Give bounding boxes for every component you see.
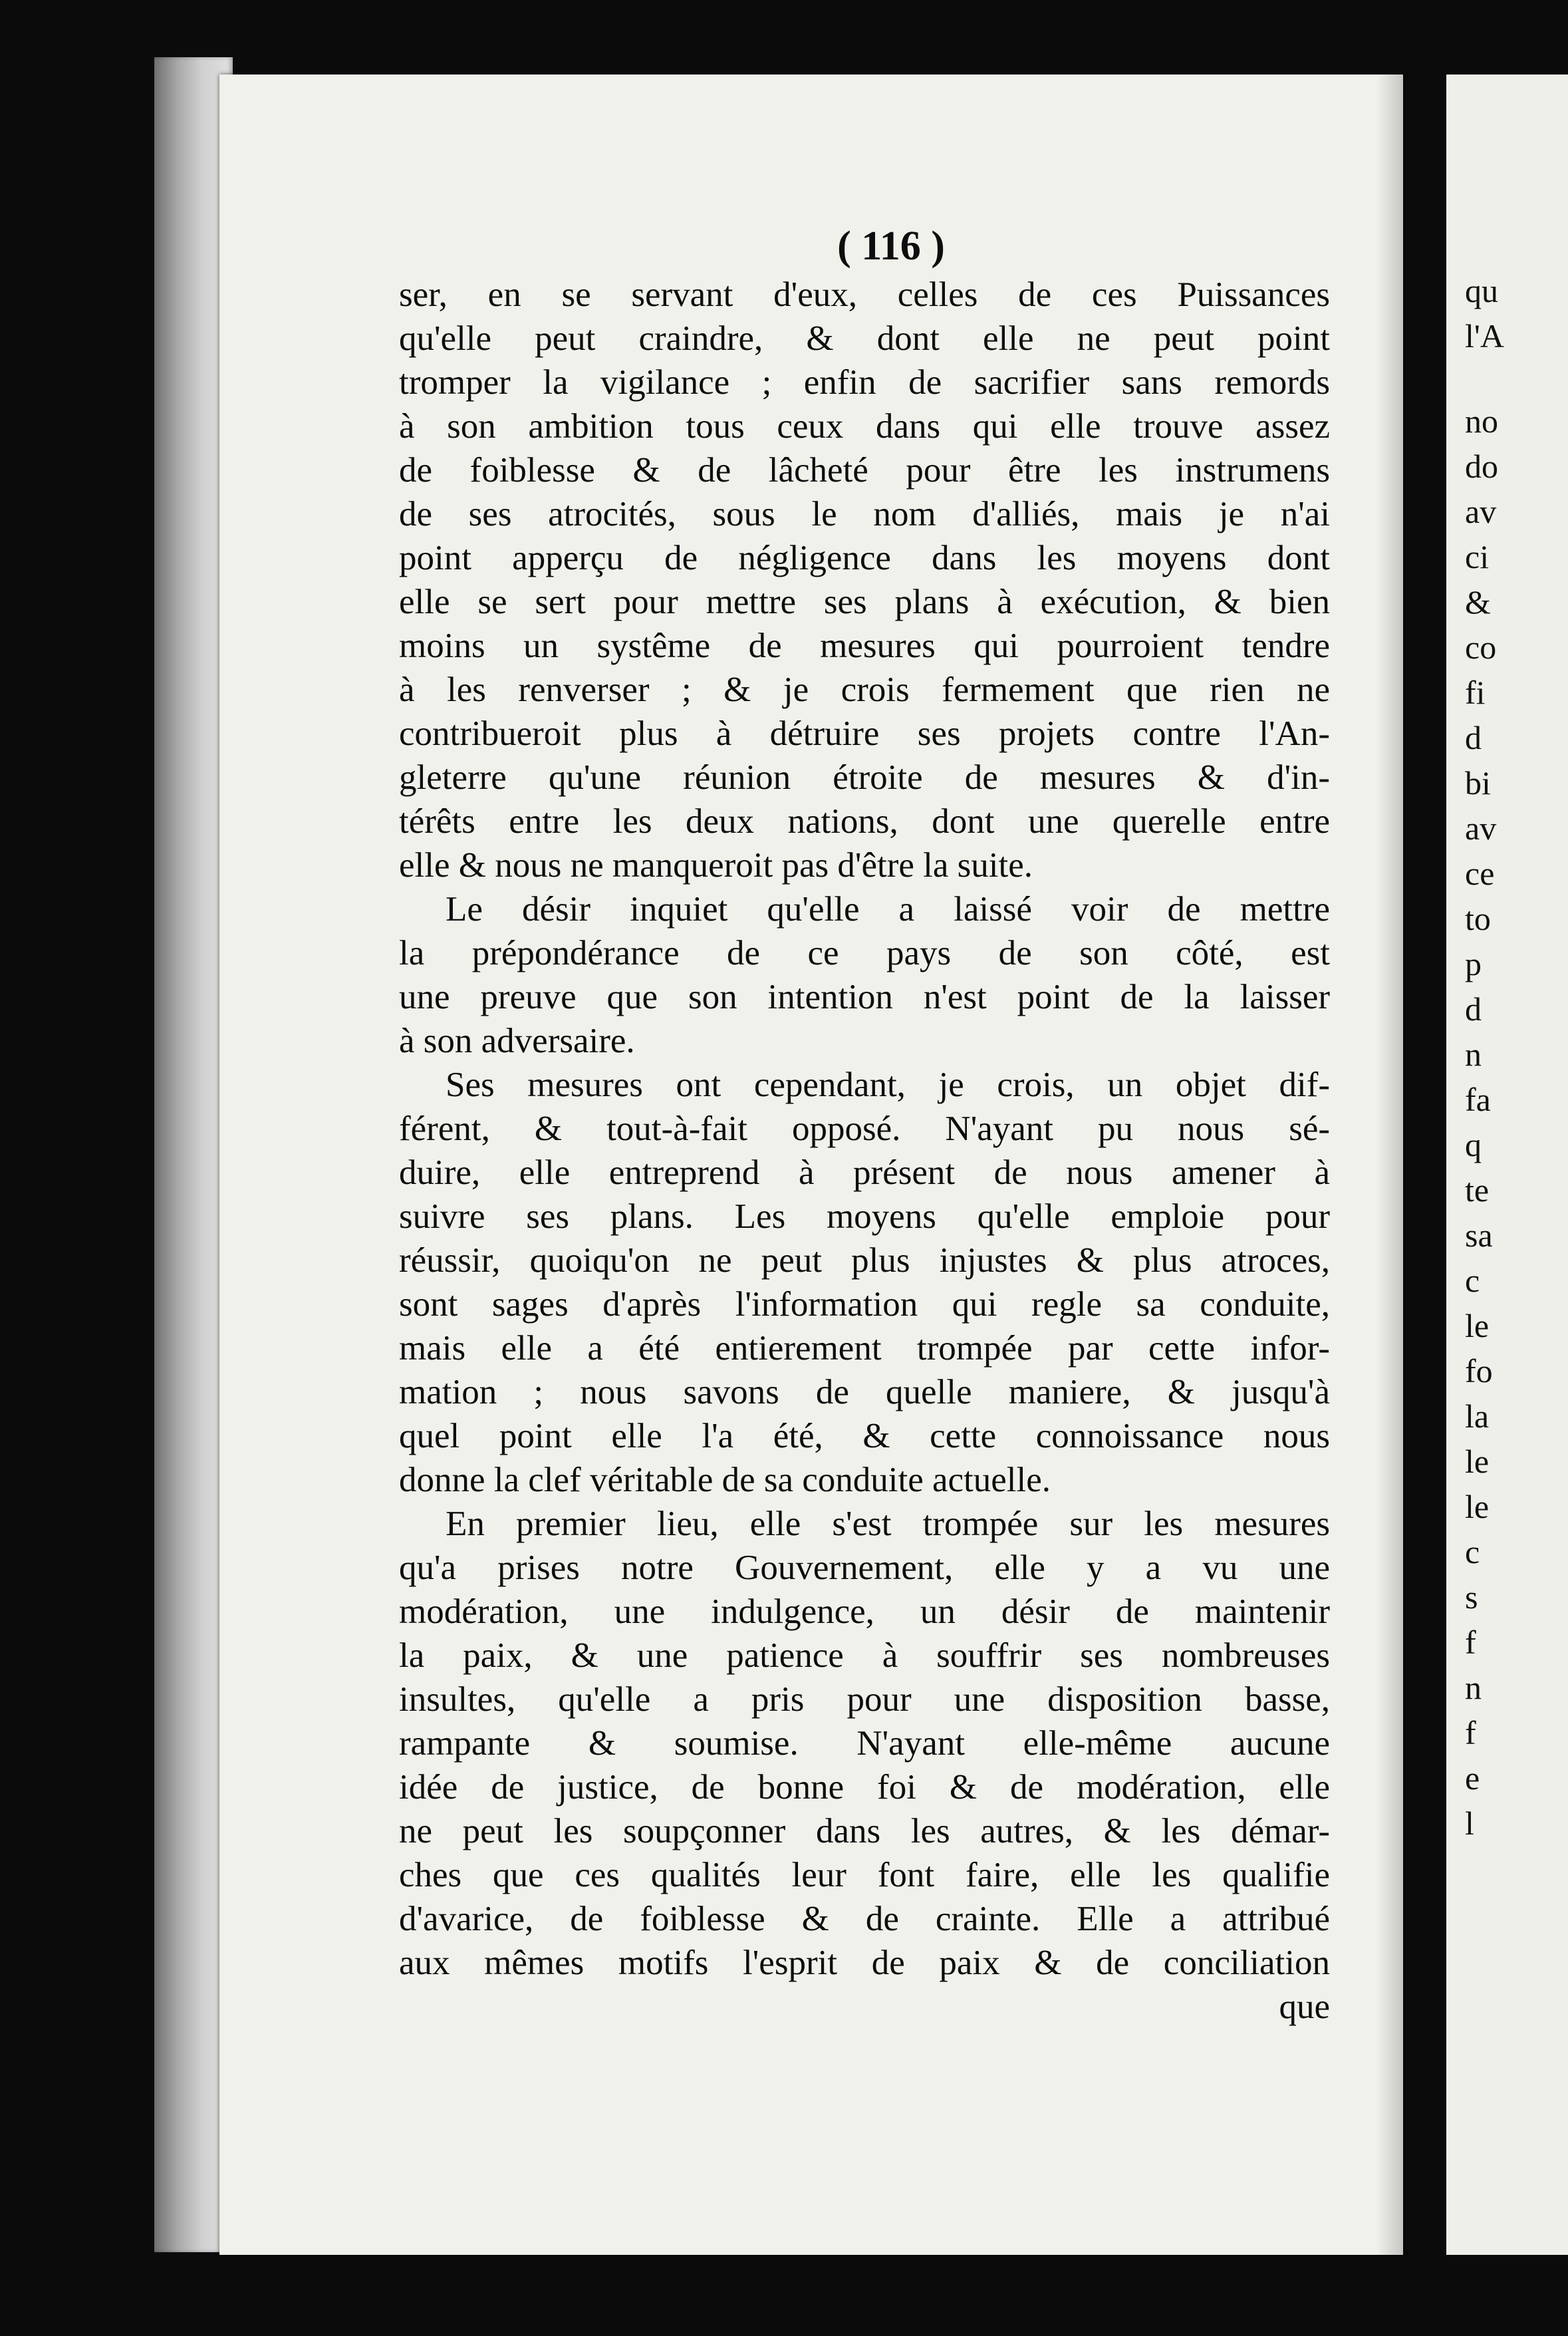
text-line: insultes, qu'elle a pris pour une disposition basse, — [399, 1680, 1330, 1719]
text-line: modération, une indulgence, un désir de maintenir — [399, 1592, 1330, 1631]
text-line: moins un systême de mesures qui pourroient tendre — [399, 627, 1330, 665]
text-line: une preuve que son intention n'est point de la laisser — [399, 978, 1330, 1016]
adjacent-page-fragment: s — [1465, 1578, 1478, 1616]
text-line: contribueroit plus à détruire ses projets contre l'An- — [399, 714, 1330, 753]
adjacent-page-fragment: d — [1465, 719, 1482, 756]
text-line: sont sages d'après l'information qui regle sa conduite, — [399, 1285, 1330, 1324]
adjacent-page-fragment: q — [1465, 1126, 1482, 1163]
text-line: mais elle a été entierement trompée par cette infor- — [399, 1329, 1330, 1368]
text-line: férent, & tout-à-fait opposé. N'ayant pu nous sé- — [399, 1109, 1330, 1148]
adjacent-page-fragment: co — [1465, 629, 1497, 666]
adjacent-page-fragment: av — [1465, 809, 1497, 847]
text-line: En premier lieu, elle s'est trompée sur les mesures — [446, 1505, 1330, 1543]
text-line: à son ambition tous ceux dans qui elle trouve assez — [399, 407, 1330, 446]
text-line: ches que ces qualités leur font faire, elle les qualifie — [399, 1856, 1330, 1894]
text-line: qu'a prises notre Gouvernement, elle y a vu une — [399, 1548, 1330, 1587]
text-line: mation ; nous savons de quelle maniere, & jusqu'à — [399, 1373, 1330, 1411]
adjacent-page-fragment: la — [1465, 1397, 1490, 1435]
text-line: aux mêmes motifs l'esprit de paix & de conciliation — [399, 1944, 1330, 1982]
text-line: de foiblesse & de lâcheté pour être les instrumens — [399, 451, 1330, 490]
adjacent-page-fragment: le — [1465, 1307, 1490, 1344]
adjacent-page-fragment: c — [1465, 1262, 1480, 1299]
adjacent-page-fragment: ci — [1465, 538, 1490, 575]
adjacent-page-fragment: fi — [1465, 674, 1486, 711]
text-line: de ses atrocités, sous le nom d'alliés, mais je n'ai — [399, 495, 1330, 533]
adjacent-page-fragment: qu — [1465, 272, 1498, 309]
text-line: idée de justice, de bonne foi & de modération, elle — [399, 1768, 1330, 1807]
adjacent-page-fragment: l — [1465, 1805, 1474, 1842]
catchword: que — [1279, 1987, 1330, 2026]
text-line: elle & nous ne manqueroit pas d'être la suite. — [399, 846, 1033, 885]
text-line: rampante & soumise. N'ayant elle-même aucune — [399, 1724, 1330, 1763]
text-line: ne peut les soupçonner dans les autres, & les démar- — [399, 1812, 1330, 1850]
text-line: duire, elle entreprend à présent de nous amener à — [399, 1153, 1330, 1192]
text-line: réussir, quoiqu'on ne peut plus injustes & plus atroces, — [399, 1241, 1330, 1280]
page-number: ( 116 ) — [837, 223, 945, 269]
adjacent-page-fragment: e — [1465, 1759, 1480, 1797]
adjacent-page-fragment: te — [1465, 1171, 1490, 1209]
adjacent-page-fragment: n — [1465, 1669, 1482, 1706]
adjacent-page-fragment: l'A — [1465, 317, 1505, 355]
text-line: térêts entre les deux nations, dont une querelle entre — [399, 802, 1330, 841]
text-line: suivre ses plans. Les moyens qu'elle emploie pour — [399, 1197, 1330, 1236]
adjacent-page-fragment: av — [1465, 493, 1497, 530]
text-line: donne la clef véritable de sa conduite actuelle. — [399, 1461, 1051, 1499]
text-line: la prépondérance de ce pays de son côté, est — [399, 934, 1330, 972]
text-line: qu'elle peut craindre, & dont elle ne peut point — [399, 319, 1330, 358]
adjacent-page-fragment: n — [1465, 1036, 1482, 1073]
adjacent-page-fragment: no — [1465, 402, 1498, 440]
adjacent-page-fragment: le — [1465, 1488, 1490, 1525]
adjacent-page — [1446, 74, 1568, 2255]
adjacent-page-fragment: le — [1465, 1443, 1490, 1480]
text-line: gleterre qu'une réunion étroite de mesures & d'in- — [399, 758, 1330, 797]
text-line: la paix, & une patience à souffrir ses nombreuses — [399, 1636, 1330, 1675]
adjacent-page-fragment: c — [1465, 1533, 1480, 1570]
text-line: ser, en se servant d'eux, celles de ces Puissances — [399, 275, 1330, 314]
adjacent-page-fragment: sa — [1465, 1217, 1493, 1254]
text-line: à son adversaire. — [399, 1022, 635, 1060]
adjacent-page-fragment: f — [1465, 1714, 1476, 1751]
text-line: elle se sert pour mettre ses plans à exécution, & bien — [399, 583, 1330, 621]
adjacent-page-fragment: fo — [1465, 1352, 1493, 1389]
gutter-shadow — [1376, 74, 1403, 2255]
text-line: point apperçu de négligence dans les moyens dont — [399, 539, 1330, 577]
text-line: d'avarice, de foiblesse & de crainte. Elle a attribué — [399, 1900, 1330, 1938]
adjacent-page-fragment: bi — [1465, 764, 1491, 802]
adjacent-page-fragment: d — [1465, 990, 1482, 1028]
adjacent-page-fragment: fa — [1465, 1081, 1491, 1118]
text-line: Le désir inquiet qu'elle a laissé voir de mettre — [446, 890, 1330, 929]
adjacent-page-fragment: ce — [1465, 855, 1495, 892]
adjacent-page-fragment: & — [1465, 583, 1491, 621]
adjacent-page-fragment: do — [1465, 448, 1498, 485]
adjacent-page-fragment: to — [1465, 900, 1491, 937]
adjacent-page-fragment: p — [1465, 945, 1482, 982]
text-line: quel point elle l'a été, & cette connoissance nous — [399, 1417, 1330, 1455]
page-text — [399, 219, 1330, 2029]
adjacent-page-fragment: f — [1465, 1624, 1476, 1661]
text-line: à les renverser ; & je crois fermement que rien ne — [399, 670, 1330, 709]
text-line: tromper la vigilance ; enfin de sacrifier sans remords — [399, 363, 1330, 402]
text-line: Ses mesures ont cependant, je crois, un objet dif- — [446, 1066, 1330, 1104]
